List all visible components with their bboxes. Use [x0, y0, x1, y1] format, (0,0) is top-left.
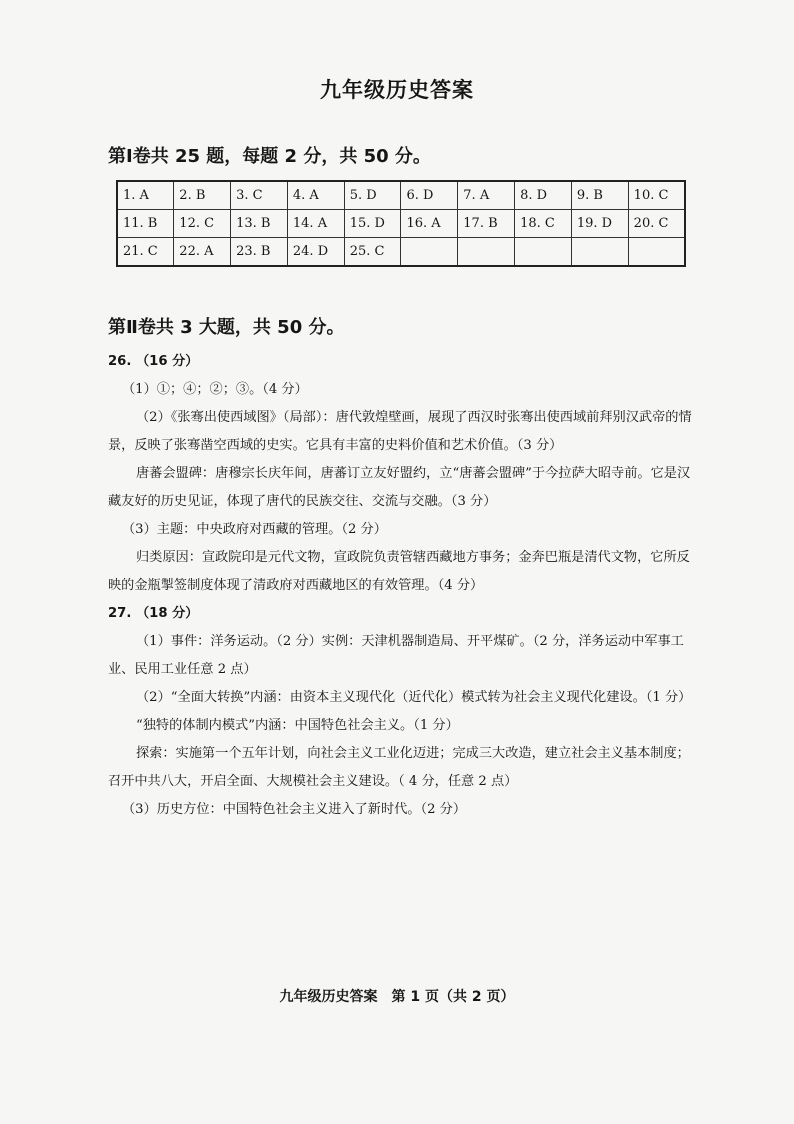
answer-cell: 14. A — [287, 210, 344, 238]
q27-heading: 27. （18 分） — [108, 606, 199, 621]
part2-heading: 第Ⅱ卷共 3 大题，共 50 分。 — [108, 317, 345, 338]
q27-part3: （3）历史方位：中国特色社会主义进入了新时代。（2 分） — [122, 802, 467, 817]
answer-cell: 2. B — [174, 181, 231, 210]
answer-cell: 22. A — [174, 238, 231, 267]
answer-cell: 7. A — [458, 181, 515, 210]
table-row — [117, 238, 685, 267]
q26-part3-reason: 归类原因：宣政院印是元代文物，宣政院负责管辖西藏地方事务；金奔巴瓶是清代文物，它所反映的金瓶掣签制度体现了清政府对西藏地区的有效管理。（4 分） — [108, 550, 690, 593]
answer-cell: 10. C — [628, 181, 685, 210]
q26-part1: （1）①；④；②；③。（4 分） — [122, 382, 308, 397]
q27-part2-c: 探索：实施第一个五年计划，向社会主义工业化迈进；完成三大改造，建立社会主义基本制度；召开中共八大，开启全面、大规模社会主义建设。（ 4 分，任意 2 点） — [108, 746, 690, 789]
q26-part2: （2）《张骞出使西域图》（局部）：唐代敦煌壁画，展现了西汉时张骞出使西域前拜别汉武帝的情景，反映了张骞凿空西域的史实。它具有丰富的史料价值和艺术价值。（3 分） — [108, 410, 692, 453]
answer-cell: 6. D — [401, 181, 458, 210]
answer-cell: 19. D — [571, 210, 628, 238]
answer-cell: 13. B — [231, 210, 288, 238]
answer-cell: 9. B — [571, 181, 628, 210]
answer-cell: 8. D — [515, 181, 572, 210]
q27-part2: （2）“全面大转换”内涵：由资本主义现代化（近代化）模式转为社会主义现代化建设。（1 分） — [136, 690, 692, 705]
answer-cell: 25. C — [344, 238, 401, 267]
answer-cell: 17. B — [458, 210, 515, 238]
answer-cell: 24. D — [287, 238, 344, 267]
answer-cell: 16. A — [401, 210, 458, 238]
answer-cell: 23. B — [231, 238, 288, 267]
part1-heading: 第Ⅰ卷共 25 题，每题 2 分，共 50 分。 — [108, 146, 431, 167]
answer-cell: 1. A — [117, 181, 174, 210]
answer-cell: 4. A — [287, 181, 344, 210]
answer-cell: 20. C — [628, 210, 685, 238]
page-title: 九年级历史答案 — [320, 78, 474, 102]
answer-cell: 11. B — [117, 210, 174, 238]
q27-part1: （1）事件：洋务运动。（2 分）实例：天津机器制造局、开平煤矿。（2 分，洋务运动中军事工业、民用工业任意 2 点） — [108, 634, 684, 677]
answer-cell: 15. D — [344, 210, 401, 238]
page-footer: 九年级历史答案 第 1 页（共 2 页） — [279, 989, 515, 1005]
q26-heading: 26. （16 分） — [108, 354, 199, 369]
answer-cell — [571, 238, 628, 267]
table-row — [117, 181, 685, 210]
answer-cell: 12. C — [174, 210, 231, 238]
answer-body — [108, 348, 698, 824]
answer-cell — [628, 238, 685, 267]
answer-table — [116, 180, 686, 267]
answer-cell — [458, 238, 515, 267]
answer-cell — [515, 238, 572, 267]
q26-part2-b: 唐蕃会盟碑：唐穆宗长庆年间，唐蕃订立友好盟约，立“唐蕃会盟碑”于今拉萨大昭寺前。它是汉藏友好的历史见证，体现了唐代的民族交往、交流与交融。（3 分） — [108, 466, 691, 509]
q26-part3: （3）主题：中央政府对西藏的管理。（2 分） — [122, 522, 387, 537]
answer-cell: 21. C — [117, 238, 174, 267]
q27-part2-b: “独特的体制内模式”内涵：中国特色社会主义。（1 分） — [136, 718, 459, 733]
answer-cell: 18. C — [515, 210, 572, 238]
table-row — [117, 210, 685, 238]
answer-cell: 3. C — [231, 181, 288, 210]
answer-cell: 5. D — [344, 181, 401, 210]
answer-cell — [401, 238, 458, 267]
